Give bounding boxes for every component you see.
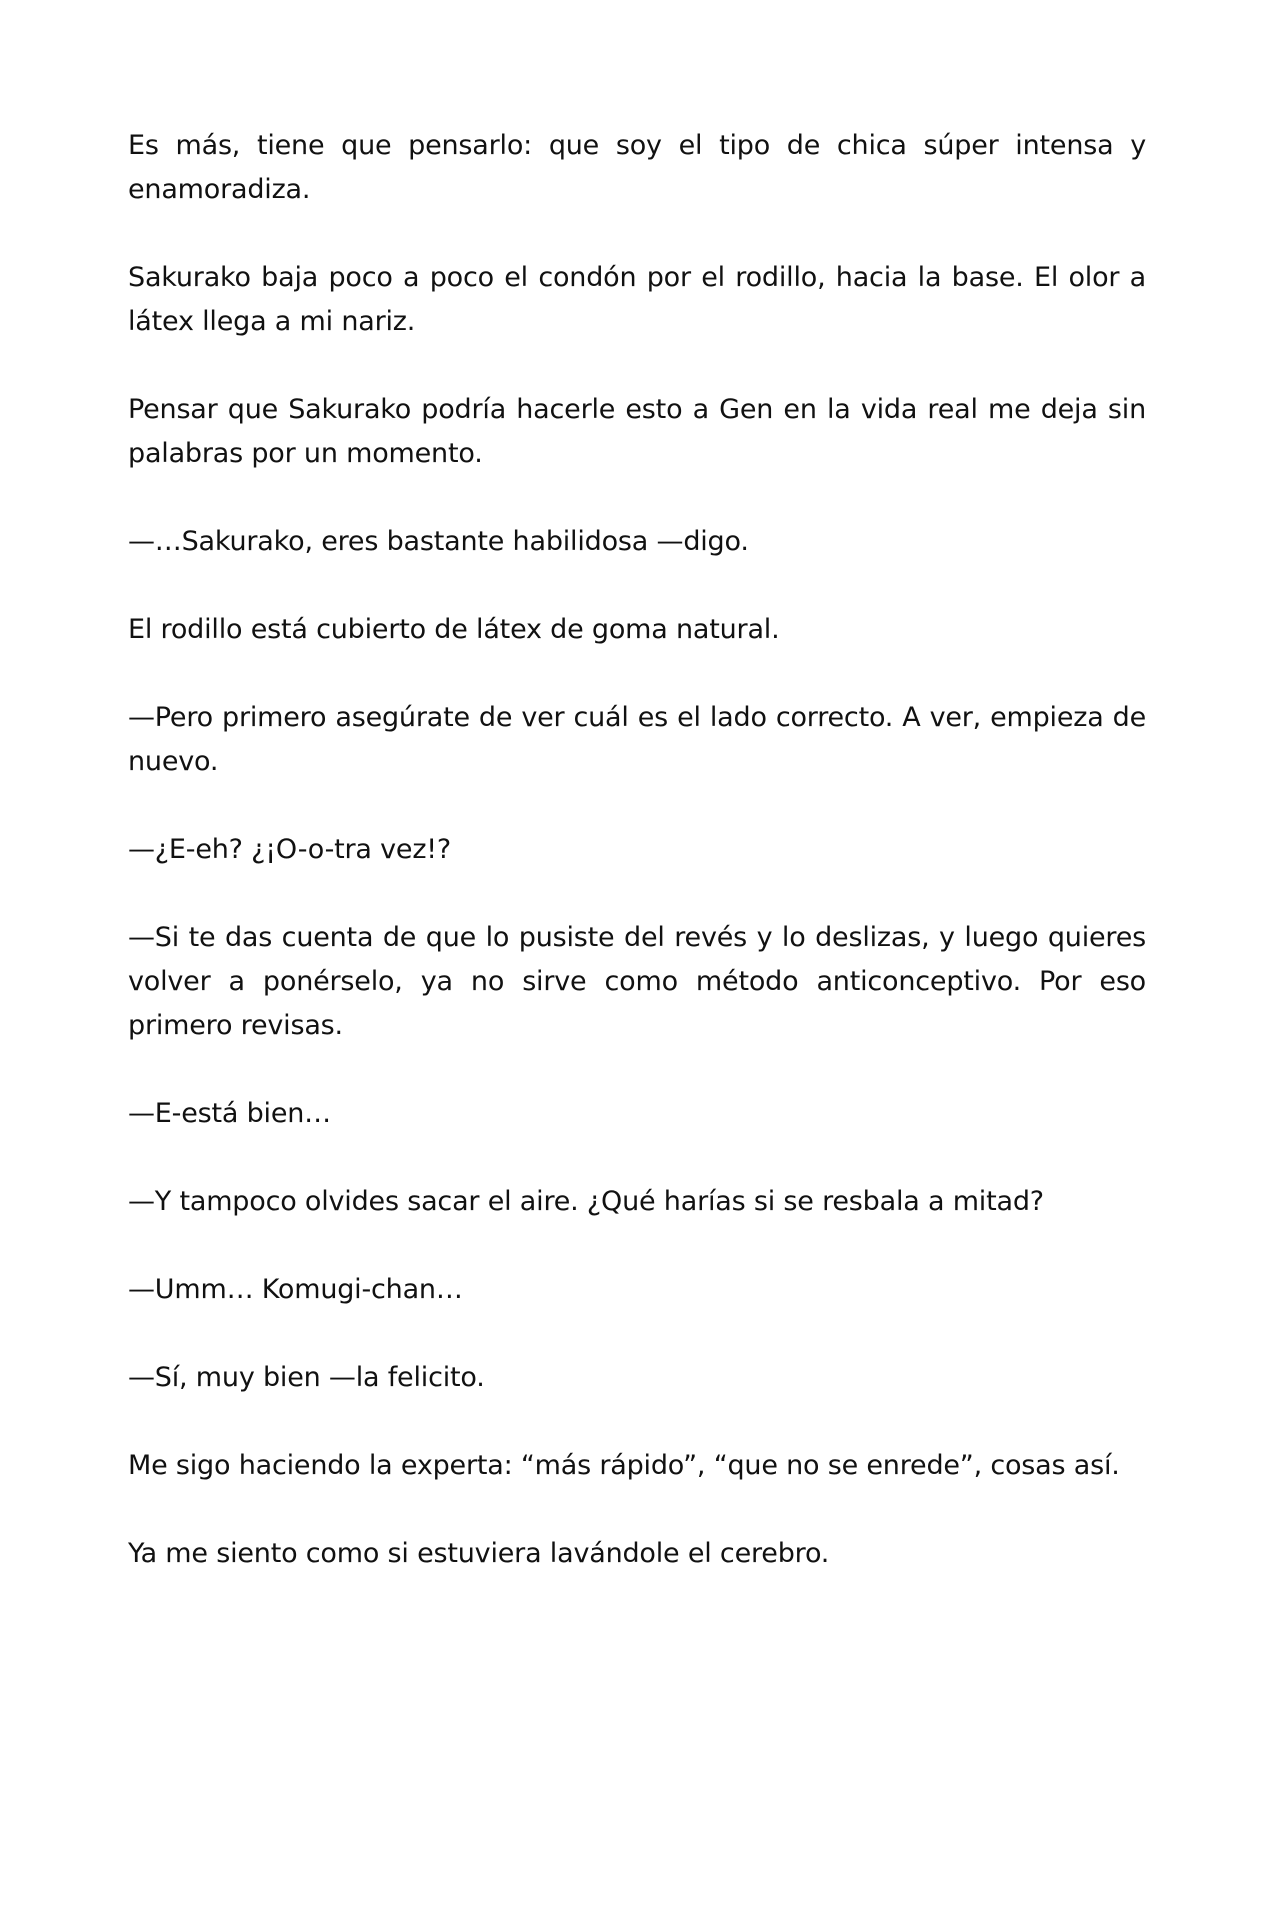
paragraph: Me sigo haciendo la experta: “más rápido”, “que no se enrede”, cosas así.: [128, 1450, 1120, 1481]
paragraph: —¿E-eh? ¿¡O-o-tra vez!?: [128, 834, 452, 865]
paragraph: —…Sakurako, eres bastante habilidosa —digo.: [128, 526, 749, 557]
paragraph: Es más, tiene que pensarlo: que soy el tipo de chica súper intensa y enamoradiza.: [128, 130, 1146, 205]
paragraph: —Y tampoco olvides sacar el aire. ¿Qué harías si se resbala a mitad?: [128, 1186, 1044, 1217]
paragraph: —E-está bien…: [128, 1098, 331, 1129]
paragraph: —Pero primero asegúrate de ver cuál es el lado correcto. A ver, empieza de nuevo.: [128, 702, 1146, 777]
paragraph: —Si te das cuenta de que lo pusiste del revés y lo deslizas, y luego quieres volver a ponérselo, ya no sirve como método anticonceptivo. Por eso primero revisas.: [128, 922, 1146, 1041]
paragraph: Ya me siento como si estuviera lavándole el cerebro.: [128, 1538, 830, 1569]
paragraph: El rodillo está cubierto de látex de goma natural.: [128, 614, 780, 645]
document-page: [128, 124, 1146, 1620]
paragraph: —Umm… Komugi-chan…: [128, 1274, 463, 1305]
paragraph: —Sí, muy bien —la felicito.: [128, 1362, 485, 1393]
paragraph: Sakurako baja poco a poco el condón por el rodillo, hacia la base. El olor a látex llega a mi nariz.: [128, 262, 1146, 337]
paragraph: Pensar que Sakurako podría hacerle esto a Gen en la vida real me deja sin palabras por un momento.: [128, 394, 1146, 469]
